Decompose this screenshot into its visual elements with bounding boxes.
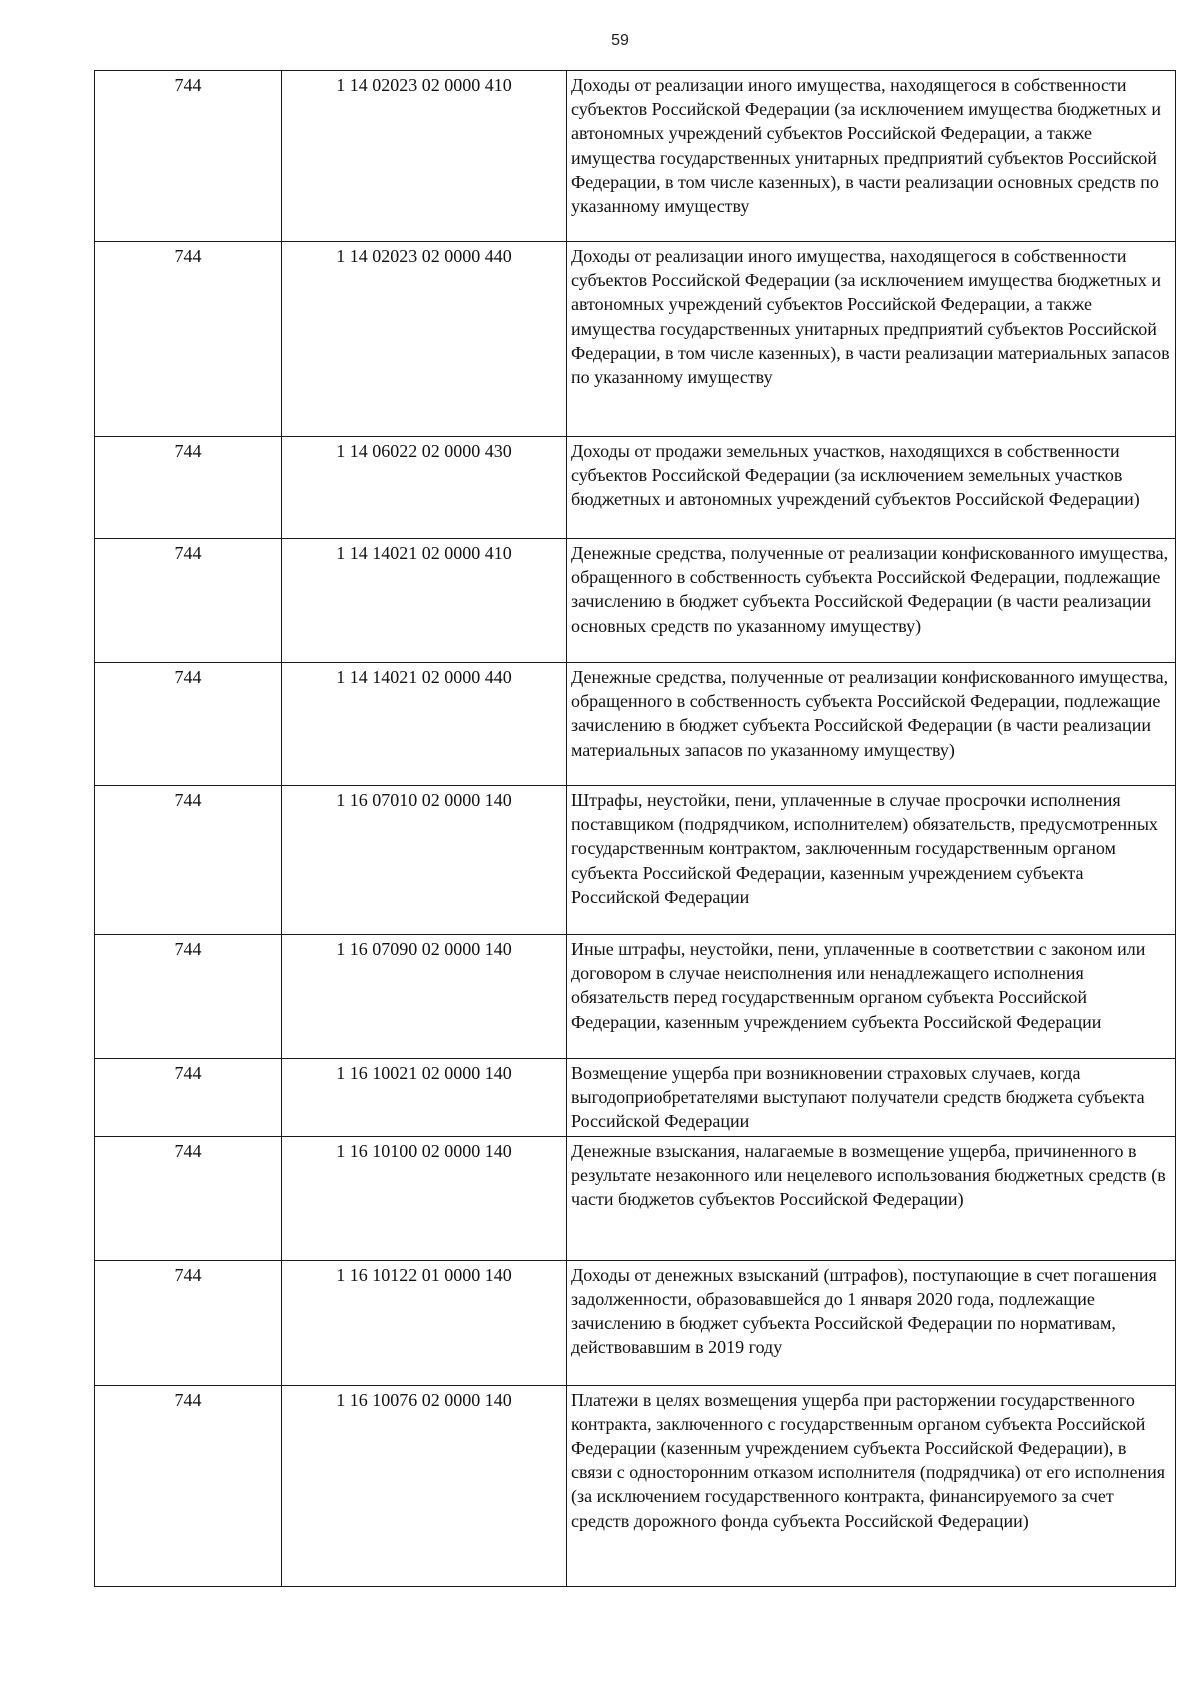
revenue-code-cell: 1 16 10076 02 0000 140 [282,1385,567,1586]
table-row [95,786,1176,935]
admin-code-cell: 744 [95,1059,282,1137]
page-number: 59 [611,32,629,49]
table-row [95,242,1176,437]
description-cell: Доходы от денежных взысканий (штрафов), поступающие в счет погашения задолженности, образовавшейся до 1 января 2020 года, подлежащие зачислению в бюджет субъекта Российской Федерации по нормативам, действовавшим в 2019 году [567,1260,1176,1385]
admin-code-cell: 744 [95,71,282,242]
revenue-code-cell: 1 14 14021 02 0000 410 [282,539,567,663]
revenue-code-cell: 1 14 02023 02 0000 410 [282,71,567,242]
budget-classification-table [94,70,1176,1587]
table-row [95,935,1176,1059]
revenue-code-cell: 1 16 10100 02 0000 140 [282,1136,567,1260]
revenue-code-cell: 1 16 07090 02 0000 140 [282,935,567,1059]
description-cell: Штрафы, неустойки, пени, уплаченные в случае просрочки исполнения поставщиком (подрядчиком, исполнителем) обязательств, предусмотренных государственным контрактом, заключенным государственным органом субъекта Российской Федерации, казенным учреждением субъекта Российской Федерации [567,786,1176,935]
table-row [95,1260,1176,1385]
description-cell: Денежные средства, полученные от реализации конфискованного имущества, обращенного в собственность субъекта Российской Федерации, подлежащие зачислению в бюджет субъекта Российской Федерации (в части реализации материальных запасов по указанному имуществу) [567,663,1176,786]
admin-code-cell: 744 [95,1260,282,1385]
admin-code-cell: 744 [95,663,282,786]
revenue-code-cell: 1 16 07010 02 0000 140 [282,786,567,935]
admin-code-cell: 744 [95,1385,282,1586]
admin-code-cell: 744 [95,1136,282,1260]
revenue-code-cell: 1 16 10122 01 0000 140 [282,1260,567,1385]
table-row [95,437,1176,539]
description-cell: Денежные взыскания, налагаемые в возмещение ущерба, причиненного в результате незаконного или нецелевого использования бюджетных средств (в части бюджетов субъектов Российской Федерации) [567,1136,1176,1260]
description-cell: Доходы от реализации иного имущества, находящегося в собственности субъектов Российской Федерации (за исключением имущества бюджетных и автономных учреждений субъектов Российской Федерации, а также имущества государственных унитарных предприятий субъектов Российской Федерации, в том числе казенных), в части реализации материальных запасов по указанному имуществу [567,242,1176,437]
admin-code-cell: 744 [95,786,282,935]
description-cell: Доходы от реализации иного имущества, находящегося в собственности субъектов Российской Федерации (за исключением имущества бюджетных и автономных учреждений субъектов Российской Федерации, а также имущества государственных унитарных предприятий субъектов Российской Федерации, в том числе казенных), в части реализации основных средств по указанному имуществу [567,71,1176,242]
revenue-code-cell: 1 14 02023 02 0000 440 [282,242,567,437]
description-cell: Возмещение ущерба при возникновении страховых случаев, когда выгодоприобретателями выступают получатели средств бюджета субъекта Российской Федерации [567,1059,1176,1137]
description-cell: Платежи в целях возмещения ущерба при расторжении государственного контракта, заключенного с государственным органом субъекта Российской Федерации (казенным учреждением субъекта Российской Федерации), в связи с односторонним отказом исполнителя (подрядчика) от его исполнения (за исключением государственного контракта, финансируемого за счет средств дорожного фонда субъекта Российской Федерации) [567,1385,1176,1586]
revenue-code-cell: 1 14 06022 02 0000 430 [282,437,567,539]
table-row [95,1059,1176,1137]
table-row [95,1136,1176,1260]
admin-code-cell: 744 [95,242,282,437]
revenue-code-cell: 1 14 14021 02 0000 440 [282,663,567,786]
table-row [95,663,1176,786]
admin-code-cell: 744 [95,935,282,1059]
revenue-code-cell: 1 16 10021 02 0000 140 [282,1059,567,1137]
table-row [95,71,1176,242]
table-row [95,1385,1176,1586]
table-row [95,539,1176,663]
description-cell: Доходы от продажи земельных участков, находящихся в собственности субъектов Российской Федерации (за исключением земельных участков бюджетных и автономных учреждений субъектов Российской Федерации) [567,437,1176,539]
description-cell: Денежные средства, полученные от реализации конфискованного имущества, обращенного в собственность субъекта Российской Федерации, подлежащие зачислению в бюджет субъекта Российской Федерации (в части реализации основных средств по указанному имуществу) [567,539,1176,663]
admin-code-cell: 744 [95,539,282,663]
description-cell: Иные штрафы, неустойки, пени, уплаченные в соответствии с законом или договором в случае неисполнения или ненадлежащего исполнения обязательств перед государственным органом субъекта Российской Федерации, казенным учреждением субъекта Российской Федерации [567,935,1176,1059]
admin-code-cell: 744 [95,437,282,539]
